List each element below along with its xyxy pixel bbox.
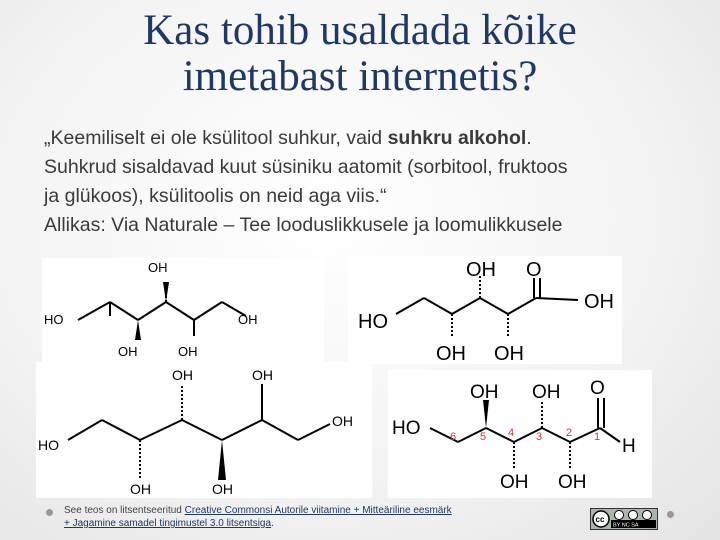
xylitol-oh-top: OH	[148, 260, 168, 275]
sorbitol-structure-image	[36, 362, 372, 498]
carbon-number-1: 1	[594, 431, 601, 443]
sorbitol-oh-bottom-2: OH	[212, 481, 233, 497]
license-link-2[interactable]: + Jagamine samadel tingimustel 3.0 litsentsiga	[64, 518, 272, 529]
quote-bold: suhkru alkohol	[387, 127, 527, 149]
license-footer	[64, 504, 584, 530]
xylitol-structure-image	[42, 258, 324, 364]
carbon-number-5: 5	[480, 431, 487, 443]
sorbitol-oh-right: OH	[332, 413, 353, 429]
glucose-h-right: H	[622, 436, 636, 457]
quote-line-1	[44, 124, 704, 153]
quote-end: .	[526, 127, 532, 149]
license-suffix: .	[271, 518, 274, 529]
cc-icon-text: cc	[595, 515, 605, 524]
footer-right-dot	[667, 511, 674, 518]
carbon-number-4: 4	[508, 427, 515, 439]
molecule2-oh-bottom-1: OH	[436, 343, 466, 364]
glucose-oh-bottom-2: OH	[558, 472, 587, 493]
glucose-structure-image	[388, 370, 652, 498]
quote-line-3: ja glükoos), ksülitoolis on neid aga viis.“	[44, 185, 387, 207]
nc-icon	[629, 511, 638, 520]
xylitol-oh-bottom-2: OH	[178, 344, 198, 359]
title-line-1: Kas tohib usaldada kõike	[143, 7, 577, 54]
carbon-number-6: 6	[450, 431, 457, 443]
body-text	[44, 124, 704, 240]
sorbitol-oh-bottom-1: OH	[130, 481, 151, 497]
glucose-oh-top-2: OH	[532, 382, 561, 403]
molecule2-o-top: O	[526, 259, 542, 281]
carbon-number-2: 2	[566, 427, 573, 439]
sorbitol-oh-top-2: OH	[252, 367, 273, 383]
glucose-ho-label: HO	[392, 418, 421, 439]
molecule2-oh-top: OH	[466, 259, 496, 281]
sa-icon	[643, 511, 652, 520]
sorbitol-oh-top-1: OH	[172, 367, 193, 383]
molecule2-oh-right: OH	[584, 291, 614, 313]
sorbitol-ho-label: HO	[38, 437, 59, 453]
footer-left-dot	[46, 509, 53, 516]
license-prefix: See teos on litsentseeritud	[64, 505, 185, 516]
glucose-o-top: O	[590, 378, 605, 399]
xylitol-oh-right: OH	[238, 312, 258, 327]
title-line-2: imetabast internetis?	[182, 53, 538, 100]
molecule2-ho-label: HO	[358, 311, 388, 333]
glucose-oh-bottom-1: OH	[500, 472, 529, 493]
quote-line-2: Suhkrud sisaldavad kuut süsiniku aatomit (sorbitool, fruktoos	[44, 156, 568, 178]
xylitol-ho-label: HO	[44, 312, 64, 327]
slide-title	[0, 8, 720, 100]
license-link-1[interactable]: Creative Commonsi Autorile viitamine + Mitteäriline eesmärk	[184, 505, 452, 516]
sugar-acid-structure-image	[348, 256, 622, 364]
quote-start: „Keemiliselt ei ole ksülitool suhkur, vaid	[44, 127, 388, 149]
by-icon	[615, 511, 624, 520]
xylitol-oh-bottom-1: OH	[118, 344, 138, 359]
cc-license-badge[interactable]	[590, 508, 658, 530]
source-line: Allikas: Via Naturale – Tee looduslikkusele ja loomulikkusele	[44, 214, 563, 236]
cc-badge-terms: BY NC SA	[613, 522, 639, 529]
molecule2-oh-bottom-2: OH	[494, 343, 524, 364]
carbon-number-3: 3	[536, 431, 543, 443]
glucose-oh-top-1: OH	[470, 382, 499, 403]
